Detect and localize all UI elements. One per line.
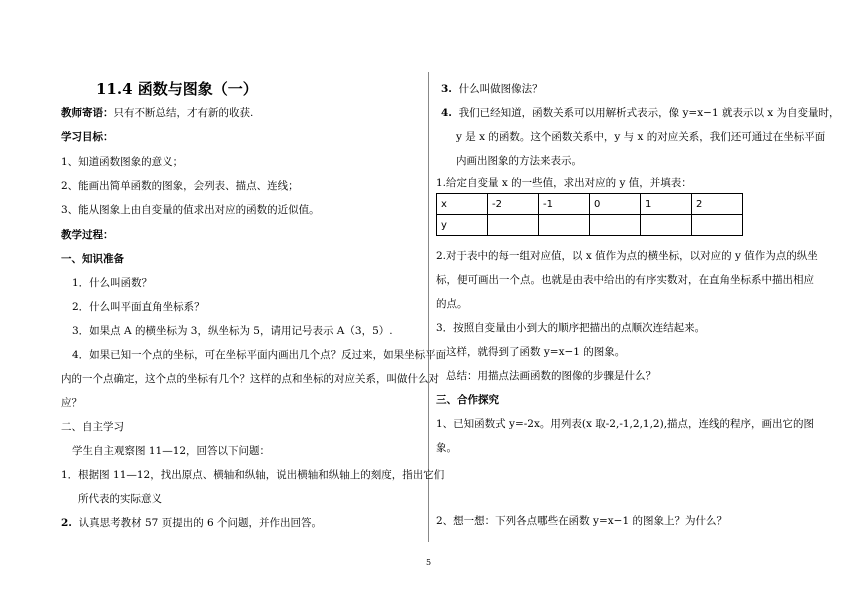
table-row	[437, 194, 743, 215]
table-cell	[641, 215, 692, 236]
cooperation-item-1-cont: 象。	[436, 442, 457, 454]
question-4-line: y 是 x 的函数。这个函数关系中，y 与 x 的对应关系，我们还可通过在坐标平面	[456, 131, 826, 143]
table-row	[437, 215, 743, 236]
table-cell: y	[437, 215, 488, 236]
step-2-line: 的点。	[436, 298, 468, 310]
table-cell	[692, 215, 743, 236]
question-3-graph	[441, 82, 543, 96]
item-number: 3.	[441, 83, 452, 95]
step-2: 2.对于表中的每一组对应值，以 x 值作为点的横坐标，以对应的 y 值作为点的纵坐	[436, 250, 818, 262]
table-cell	[488, 215, 539, 236]
section-knowledge-prep: 一、知识准备	[61, 253, 124, 265]
item-number: 4.	[441, 107, 452, 119]
table-cell: -2	[488, 194, 539, 215]
item-text: 我们已经知道，函数关系可以用解析式表示，像 y=x−1 就表示以 x 为自变量时，	[458, 107, 840, 119]
item-text: 认真思考教材 57 页提出的 6 个问题，并作出回答。	[78, 517, 323, 529]
summary-question: 总结：用描点法画函数的图像的步骤是什么？	[446, 370, 656, 382]
motto-text: 只有不断总结，才有新的收获.	[113, 107, 254, 119]
question-4-line: 内画出图象的方法来表示。	[456, 155, 582, 167]
question-4-line: 4．如果已知一个点的坐标，可在坐标平面内画出几个点？反过来，如果坐标平面	[72, 349, 447, 361]
question-4	[441, 106, 840, 120]
cooperation-item-2: 2、想一想：下列各点哪些在函数 y=x−1 的图象上？为什么？	[436, 515, 727, 527]
table-cell: x	[437, 194, 488, 215]
table-cell: 1	[641, 194, 692, 215]
goal-item: 3、能从图象上由自变量的值求出对应的函数的近似值。	[61, 204, 320, 216]
step-1: 1.给定自变量 x 的一些值，求出对应的 y 值，并填表：	[436, 177, 692, 189]
teacher-motto	[61, 106, 253, 120]
table-cell	[590, 215, 641, 236]
self-study-intro: 学生自主观察图 11—12，回答以下问题：	[72, 445, 271, 457]
question-2: 2．什么叫平面直角坐标系？	[72, 301, 205, 313]
page-number: 5	[426, 558, 432, 567]
question-3: 3．如果点 A 的横坐标为 3，纵坐标为 5，请用记号表示 A（3，5）.	[72, 325, 393, 337]
cooperation-item-1: 1、已知函数式 y=-2x。用列表(x 取-2,-1,2,1,2),描点，连线的程序，画出它的图	[436, 418, 815, 430]
question-4-line: 内的一个点确定，这个点的坐标有几个？这样的点和坐标的对应关系，叫做什么对	[61, 373, 439, 385]
step-3: 3．按照自变量由小到大的顺序把描出的点顺次连结起来。	[436, 322, 706, 334]
goal-item: 1、知道函数图象的意义；	[61, 156, 184, 168]
page-title: 11.4 函数与图象（一）	[96, 80, 258, 98]
table-cell: 2	[692, 194, 743, 215]
goals-heading: 学习目标：	[61, 131, 114, 143]
section-cooperation: 三、合作探究	[436, 394, 499, 406]
question-4-line: 应？	[61, 397, 82, 409]
question-1: 1．什么叫函数？	[72, 277, 153, 289]
process-heading: 教学过程：	[61, 229, 114, 241]
value-table	[436, 193, 743, 236]
item-text: 什么叫做图像法？	[458, 83, 543, 95]
goal-item: 2、能画出简单函数的图象，会列表、描点、连线；	[61, 180, 299, 192]
self-study-item-1-cont: 所代表的实际意义	[78, 493, 162, 505]
result-text: 这样，就得到了函数 y=x−1 的图象。	[446, 346, 626, 358]
table-cell: 0	[590, 194, 641, 215]
self-study-item-2	[61, 516, 322, 530]
table-cell	[539, 215, 590, 236]
item-number: 2.	[61, 517, 72, 529]
motto-label: 教师寄语：	[61, 107, 114, 119]
section-self-study: 二、自主学习	[61, 421, 124, 433]
step-2-line: 标，便可画出一个点。也就是由表中给出的有序实数对，在直角坐标系中描出相应	[436, 274, 814, 286]
table-cell: -1	[539, 194, 590, 215]
self-study-item-1: 1．根据图 11—12，找出原点、横轴和纵轴，说出横轴和纵轴上的刻度，指出它们	[61, 469, 445, 481]
